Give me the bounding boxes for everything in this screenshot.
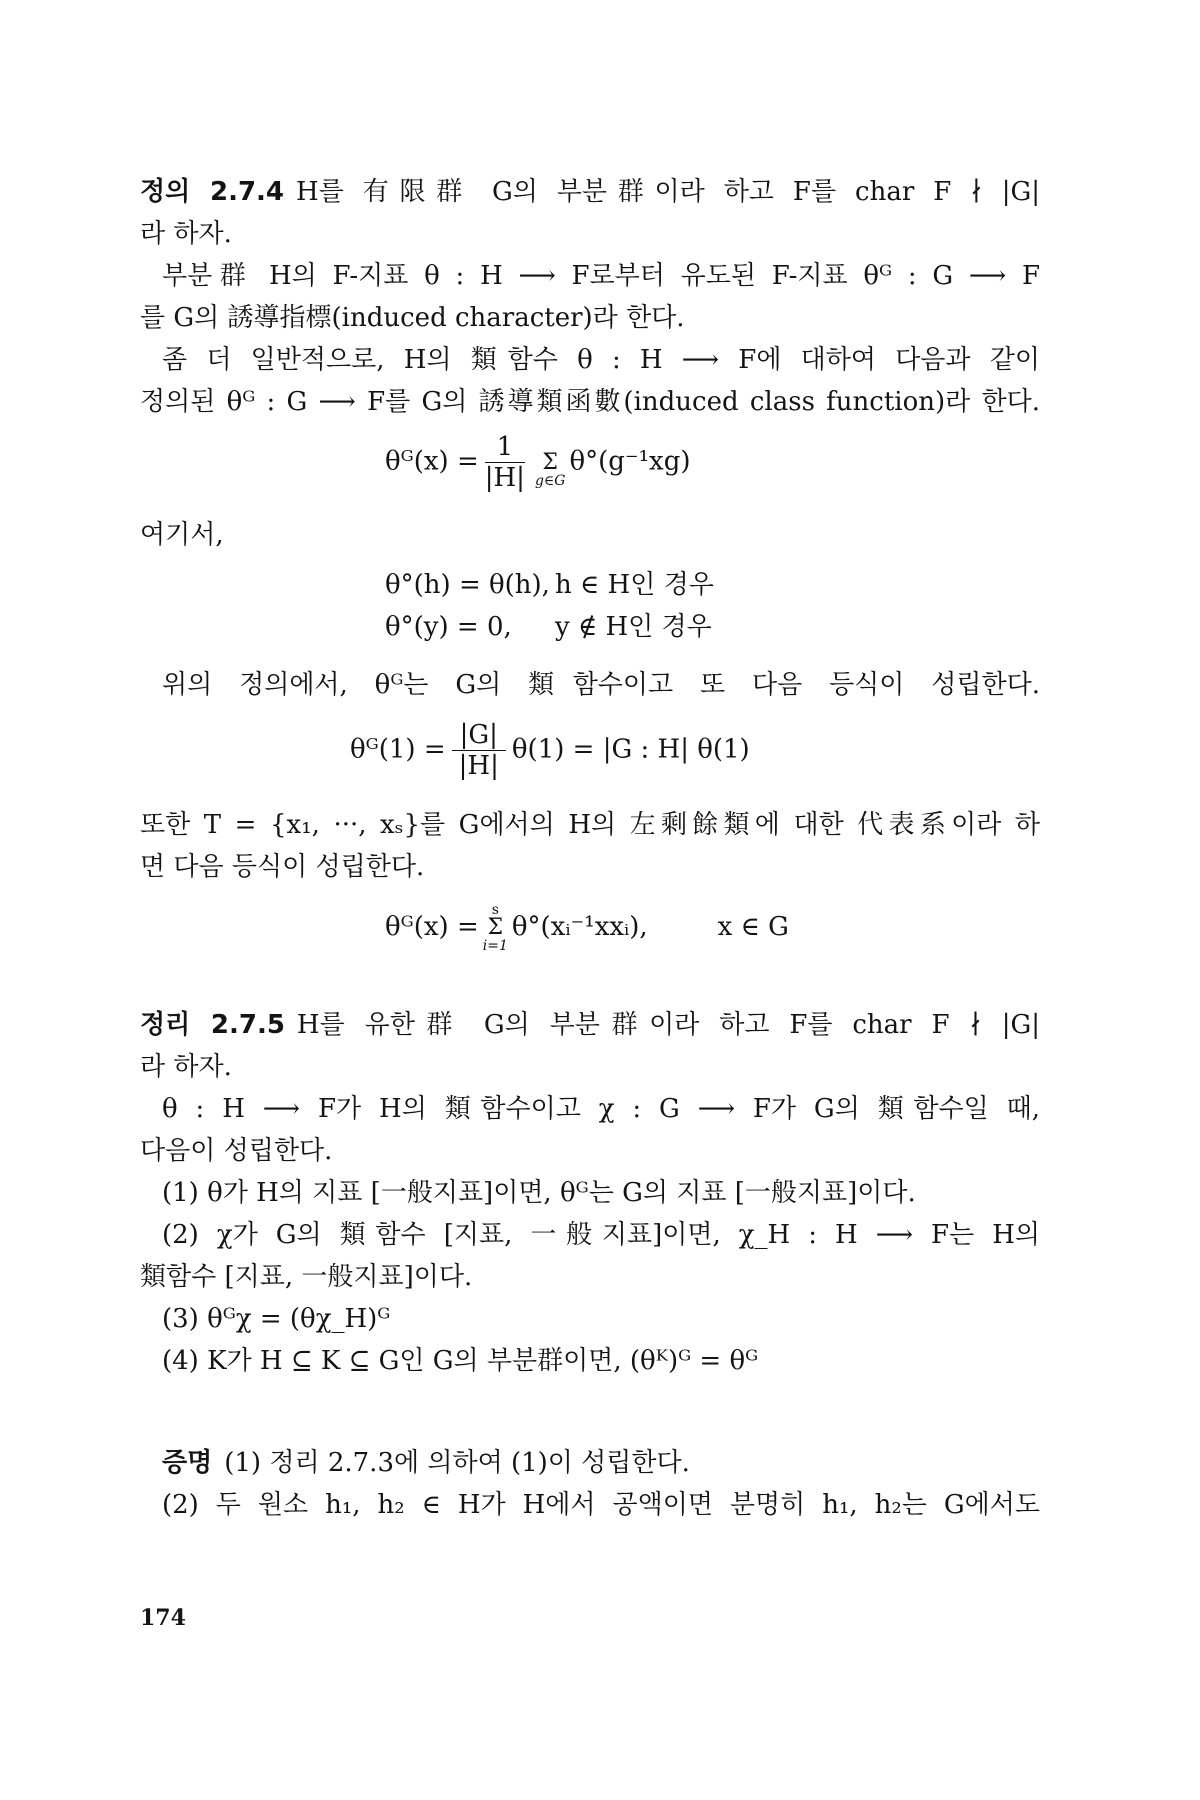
fraction (485, 432, 525, 493)
where-label: 여기서, (140, 520, 224, 550)
definition-line-6: 정의된 θᴳ : G ⟶ F를 G의 誘導類函數(induced class function)라 한다. (140, 387, 1040, 417)
definition-heading: 정의 2.7.4 (140, 177, 285, 207)
summation: Σ g∈G (534, 449, 566, 489)
definition-line-1 (140, 172, 1040, 212)
definition-line-2: 라 하자. (140, 219, 232, 249)
paragraph-class-function: 위의 정의에서, θᴳ는 G의 類함수이고 또 다음 등식이 성립한다. (162, 670, 1040, 700)
summation-index: g∈G (534, 472, 566, 489)
theorem-item-4: (4) K가 H ⊆ K ⊆ G인 G의 부분群이면, (θᴷ)ᴳ = θᴳ (162, 1346, 759, 1376)
definition-text: H를 有限群 G의 부분群이라 하고 F를 char F ∤ |G| (296, 177, 1040, 207)
induced-function-formula (385, 432, 691, 493)
fraction-numerator: |G| (452, 720, 506, 751)
theorem-item-3: (3) θᴳχ = (θχ_H)ᴳ (162, 1304, 391, 1334)
theorem-item-1: (1) θ가 H의 지표 [一般지표]이면, θᴳ는 G의 지표 [一般지표]이다. (162, 1178, 916, 1208)
formula-lhs: θᴳ(x) = (385, 446, 479, 477)
formula-condition: x ∈ G (717, 912, 789, 942)
proof-text: (1) 정리 2.7.3에 의하여 (1)이 성립한다. (224, 1448, 690, 1478)
formula-rhs: θ°(xᵢ⁻¹xxᵢ), (511, 912, 648, 942)
summation-upper: s (491, 902, 499, 918)
theorem-line-4: 다음이 성립한다. (140, 1136, 333, 1166)
proof-line-2: (2) 두 원소 h₁, h₂ ∈ H가 H에서 공액이면 분명히 h₁, h₂는 G에서도 (162, 1490, 1040, 1520)
definition-line-5: 좀 더 일반적으로, H의 類함수 θ : H ⟶ F에 대하여 다음과 같이 (162, 345, 1040, 375)
fraction-denominator: |H| (484, 463, 525, 493)
transversal-formula (385, 903, 789, 953)
formula-rhs: θ(1) = |G : H| θ(1) (511, 734, 750, 765)
fraction-denominator: |H| (458, 751, 499, 781)
case-formula-1: θ°(h) = θ(h), (385, 570, 550, 600)
theorem-text: H를 유한群 G의 부분群이라 하고 F를 char F ∤ |G| (296, 1010, 1040, 1040)
summation-index: i=1 (482, 938, 508, 954)
theorem-item-2a: (2) χ가 G의 類함수 [지표, 一般지표]이면, χ_H : H ⟶ F는 H의 (162, 1220, 1040, 1250)
proof-line-1 (162, 1443, 1040, 1483)
paragraph-transversal-line-2: 면 다음 등식이 성립한다. (140, 852, 425, 882)
proof-heading: 증명 (162, 1448, 213, 1478)
page-number: 174 (140, 1605, 186, 1631)
case-formula-2: θ°(y) = 0, (385, 612, 512, 642)
fraction-numerator: 1 (485, 432, 525, 463)
theorem-line-3: θ : H ⟶ F가 H의 類함수이고 χ : G ⟶ F가 G의 類함수일 때, (162, 1094, 1040, 1124)
formula-lhs: θᴳ(1) = (350, 734, 446, 765)
summation: s Σ i=1 (482, 902, 508, 954)
formula-rhs: θ°(g⁻¹xg) (569, 446, 691, 477)
paragraph-transversal-line-1: 또한 T = {x₁, ···, xₛ}를 G에서의 H의 左剩餘類에 대한 代表系이라 하 (140, 810, 1040, 840)
theorem-item-2b: 類함수 [지표, 一般지표]이다. (140, 1262, 473, 1292)
definition-line-4: 를 G의 誘導指標(induced character)라 한다. (140, 303, 685, 333)
theorem-line-1 (140, 1005, 1040, 1045)
theorem-line-2: 라 하자. (140, 1052, 232, 1082)
case-condition-2: y ∉ H인 경우 (555, 612, 712, 642)
fraction (452, 720, 506, 781)
case-condition-1: h ∈ H인 경우 (555, 570, 714, 600)
definition-line-3: 부분群 H의 F-지표 θ : H ⟶ F로부터 유도된 F-지표 θᴳ : G ⟶ F (162, 261, 1040, 291)
formula-lhs: θᴳ(x) = (385, 912, 479, 942)
theorem-heading: 정리 2.7.5 (140, 1010, 285, 1040)
degree-formula (350, 720, 750, 781)
